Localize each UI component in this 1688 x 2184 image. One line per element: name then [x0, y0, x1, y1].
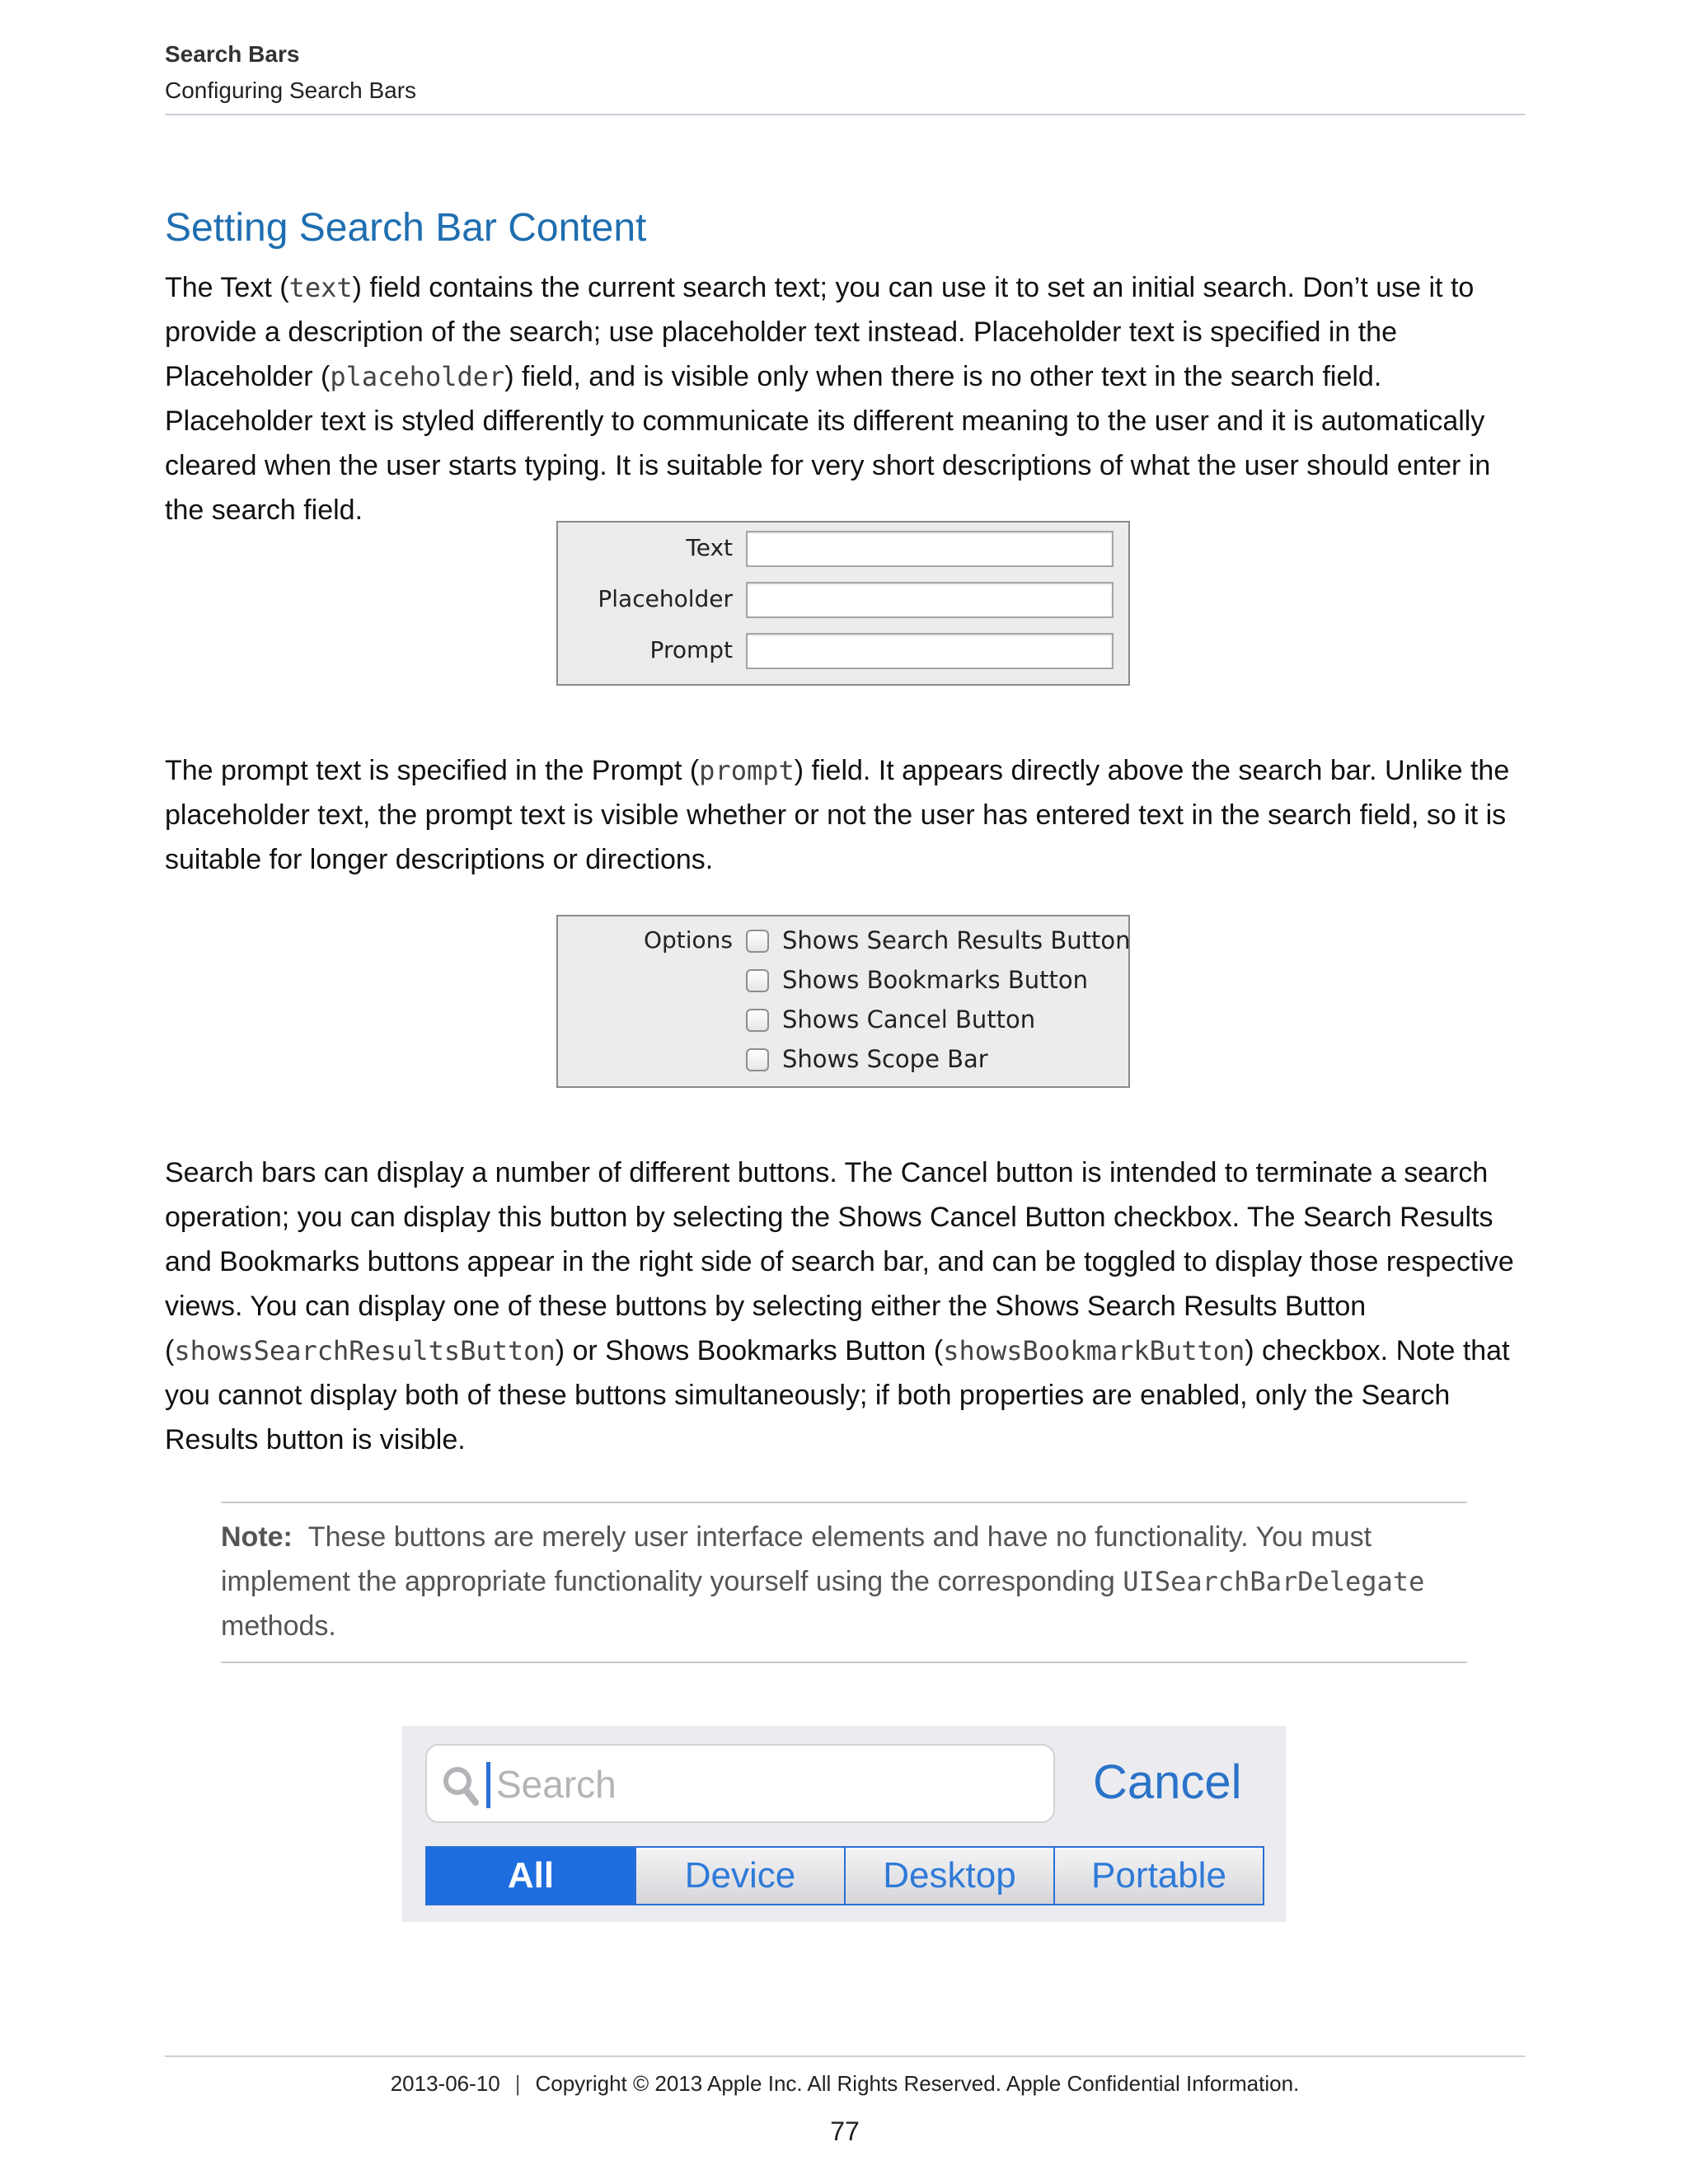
scope-portable[interactable]: Portable [1053, 1848, 1263, 1904]
search-icon [442, 1765, 480, 1807]
checkbox[interactable] [746, 930, 769, 953]
text-row [558, 527, 1128, 569]
p2-text-a: The prompt text is specified in the Prompt ( [165, 755, 700, 786]
page-number: 77 [830, 2116, 860, 2146]
placeholder-label: Placeholder [598, 585, 733, 612]
search-bar-figure [402, 1726, 1286, 1922]
option-label: Shows Bookmarks Button [782, 966, 1088, 994]
checkbox[interactable] [746, 1048, 769, 1071]
text-fields-inspector [556, 521, 1130, 686]
p3-text-c: ) checkbox. Note that you cannot display both of these buttons simultaneously; if both properties are enabled, only the Search Results button is visible. [165, 1335, 1510, 1455]
note-box [221, 1515, 1467, 1648]
search-placeholder: Search [496, 1763, 617, 1806]
note-text-b: methods. [221, 1610, 336, 1642]
prompt-row [558, 630, 1128, 671]
option-shows-cancel-button[interactable] [746, 1002, 1125, 1038]
option-label: Shows Cancel Button [782, 1005, 1036, 1033]
checkbox[interactable] [746, 1009, 769, 1032]
paragraph-prompt [165, 748, 1525, 882]
code-text: text [288, 272, 353, 303]
p3-text-b: ) or Shows Bookmarks Button ( [555, 1335, 944, 1366]
code-placeholder: placeholder [330, 361, 505, 392]
running-header [165, 38, 1525, 107]
cancel-button[interactable]: Cancel [1093, 1755, 1242, 1809]
paragraph-text-field [165, 265, 1525, 532]
checkbox[interactable] [746, 969, 769, 992]
note-label: Note: [221, 1521, 293, 1553]
note-text-a: These buttons are merely user interface elements and have no functionality. You must implement the appropriate functionality yourself using the corresponding [221, 1521, 1372, 1597]
text-cursor [486, 1762, 490, 1808]
header-divider [165, 114, 1525, 115]
search-field[interactable] [425, 1744, 1055, 1823]
prompt-label: Prompt [649, 636, 733, 663]
option-label: Shows Search Results Button [782, 926, 1131, 954]
option-shows-bookmarks-button[interactable] [746, 963, 1125, 999]
p1-text-a: The Text ( [165, 272, 289, 303]
scope-device[interactable]: Device [635, 1848, 844, 1904]
option-shows-search-results-button[interactable] [746, 923, 1131, 959]
chapter-title: Search Bars [165, 41, 300, 67]
option-shows-scope-bar[interactable] [746, 1042, 1125, 1078]
options-inspector [556, 915, 1130, 1088]
footer-separator: | [514, 2071, 521, 2096]
code-uisearchbardelegate: UISearchBarDelegate [1123, 1566, 1425, 1597]
section-subtitle: Configuring Search Bars [165, 77, 417, 103]
footer-date: 2013-06-10 [390, 2071, 500, 2096]
footer-copyright: Copyright © 2013 Apple Inc. All Rights Reserved. Apple Confidential Information. [535, 2071, 1300, 2096]
p3-text-a: Search bars can display a number of different buttons. The Cancel button is intended to terminate a search operation; you can display this button by selecting the Shows Cancel Button checkbox. The Search Results and Bookmarks buttons appear in the right side of search bar, and can be toggled to display those respective views. You can display one of these buttons by selecting either the Shows Search Results Button ( [165, 1157, 1514, 1366]
scope-desktop[interactable]: Desktop [844, 1848, 1053, 1904]
p1-text-b: ) field contains the current search text; you can use it to set an initial search. Don’t use it to provide a description of the search; use placeholder text instead. Placeholder text is specified in the Placeholder ( [165, 272, 1475, 392]
code-prompt: prompt [699, 755, 795, 786]
footer [165, 2067, 1525, 2100]
placeholder-row [558, 579, 1128, 620]
scope-all[interactable]: All [427, 1848, 635, 1904]
note-bottom-rule [221, 1661, 1467, 1663]
text-input[interactable] [746, 531, 1114, 567]
prompt-input[interactable] [746, 633, 1114, 669]
code-shows-bookmark-button: showsBookmarkButton [943, 1335, 1245, 1366]
footer-divider [165, 2055, 1525, 2057]
paragraph-buttons [165, 1151, 1525, 1462]
p2-text-b: ) field. It appears directly above the search bar. Unlike the placeholder text, the prompt text is visible whether or not the user has entered text in the search field, so it is suitable for longer descriptions or directions. [165, 755, 1510, 875]
code-shows-search-results-button: showsSearchResultsButton [174, 1335, 556, 1366]
placeholder-input[interactable] [746, 582, 1114, 618]
p1-text-c: ) field, and is visible only when there is no other text in the search field. Placeholder text is styled differently to communicate its different meaning to the user and it is automatically cleared when the user starts typing. It is suitable for very short descriptions of what the user should enter in the search field. [165, 361, 1491, 526]
note-top-rule [221, 1502, 1467, 1503]
option-label: Shows Scope Bar [782, 1045, 988, 1073]
section-heading: Setting Search Bar Content [165, 206, 647, 250]
scope-bar [425, 1846, 1264, 1905]
text-label: Text [686, 534, 733, 561]
options-label: Options [643, 926, 733, 954]
